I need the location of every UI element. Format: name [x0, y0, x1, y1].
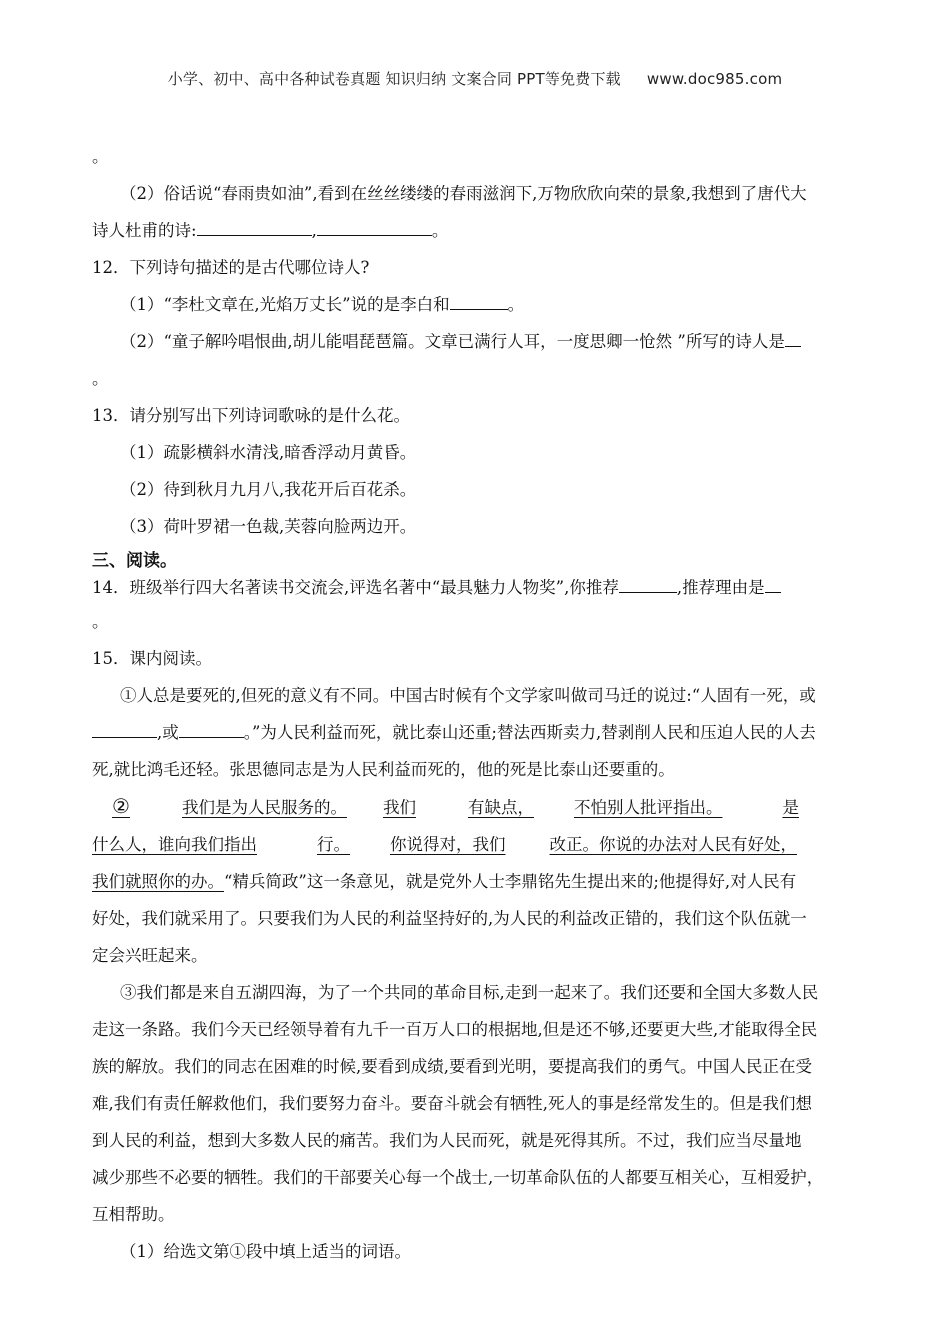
q11-lead: 。	[92, 147, 109, 166]
q15-para1-line1: ①人总是要死的,但死的意义有不同。中国古时候有个文学家叫做司马迁的说过:“人固有一死，或	[120, 686, 816, 705]
q15-para2-line3	[92, 863, 860, 900]
q15-para2-number: ②	[112, 794, 130, 818]
section-title-reading: 三、阅读。	[92, 551, 177, 571]
q15-subquestion-1: （1）给选文第①段中填上适当的词语。	[120, 1242, 411, 1261]
q12-part1	[92, 286, 860, 323]
q15-para3-line5: 到人民的利益，想到大多数人民的痛苦。我们为人民而死，就是死得其所。不过，我们应当尽量地	[92, 1131, 802, 1150]
q15-para2-s7: 行。	[317, 835, 350, 854]
q14-end: 。	[92, 612, 109, 631]
q15-para2-s10: 我们就照你的办。	[92, 872, 224, 891]
answer-blank-q12-a[interactable]	[450, 293, 508, 310]
answer-blank-q14-b[interactable]	[765, 576, 781, 593]
document-body	[92, 138, 860, 1270]
q13-part3: （3）荷叶罗裙一色裁,芙蓉向脸两边开。	[120, 517, 417, 536]
q15-para3-line6: 减少那些不必要的牺牲。我们的干部要关心每一个战士,一切革命队伍的人都要互相关心，互相爱护，	[92, 1168, 824, 1187]
q15-para2-s3: 有缺点，	[467, 798, 534, 817]
q15-title: 15．课内阅读。	[92, 649, 212, 668]
q13-title: 13．请分别写出下列诗词歌咏的是什么花。	[92, 406, 410, 425]
q15-para2-s1: 我们是为人民服务的。	[181, 798, 347, 817]
q15-para3-line3: 族的解放。我们的同志在困难的时候,要看到成绩,要看到光明，要提高我们的勇气。中国人民正在受	[92, 1057, 812, 1076]
q15-para2-s9: 改正。你说的办法对人民有好处，	[549, 835, 797, 854]
q15-para3-line1: ③我们都是来自五湖四海，为了一个共同的革命目标,走到一起来了。我们还要和全国大多数人民	[120, 983, 819, 1002]
answer-blank-q11-b[interactable]	[317, 219, 432, 236]
q12-part2	[92, 323, 860, 360]
q15-para2-rest1: “精兵简政”这一条意见，就是党外人士李鼎铭先生提出来的;他提得好,对人民有	[224, 872, 797, 891]
q11-comma: ,	[311, 221, 317, 240]
q11-part2-line1: （2）俗话说“春雨贵如油”,看到在丝丝缕缕的春雨滋润下,万物欣欣向荣的景象,我想到了唐代大	[120, 184, 807, 203]
q11-part2-line2	[92, 212, 860, 249]
q12-part2-end: 。	[92, 369, 109, 388]
header-text: 小学、初中、高中各种试卷真题 知识归纳 文案合同 PPT等免费下载	[167, 70, 621, 88]
q15-para2-s8: 你说得对，我们	[390, 835, 506, 854]
q13-part2: （2）待到秋月九月八,我花开后百花杀。	[120, 480, 417, 499]
answer-blank-q12-b[interactable]	[785, 330, 801, 347]
header-url[interactable]: www.doc985.com	[646, 70, 783, 88]
q15-para1-cont: 。”为人民利益而死，就比泰山还重;替法西斯卖力,替剥削人民和压迫人民的人去	[243, 723, 816, 742]
q15-para2-s4: 不怕别人批评指出。	[573, 798, 723, 817]
q13-part1: （1）疏影横斜水清浅,暗香浮动月黄昏。	[120, 443, 417, 462]
q15-para3-line7: 互相帮助。	[92, 1205, 175, 1224]
q15-para2-s2: 我们	[382, 798, 416, 817]
q12-part2-text: （2）“童子解吟唱恨曲,胡儿能唱琵琶篇。文章已满行人耳，一度思卿一怆然 ”所写的诗人是	[120, 332, 785, 351]
answer-blank-q11-a[interactable]	[197, 219, 312, 236]
q15-para1-line2	[92, 714, 860, 751]
page-header	[0, 68, 950, 89]
q15-para3-line4: 难,我们有责任解救他们，我们要努力奋斗。要奋斗就会有牺牲,死人的事是经常发生的。但是我们想	[92, 1094, 812, 1113]
answer-blank-q15-b[interactable]	[179, 721, 244, 738]
q14-mid: ,推荐理由是	[676, 578, 765, 597]
q15-para2-line5: 定会兴旺起来。	[92, 946, 208, 965]
q12-part1-text: （1）“李杜文章在,光焰万丈长”说的是李白和	[120, 295, 450, 314]
q14	[92, 573, 860, 603]
q11-part2-prefix: 诗人杜甫的诗:	[92, 221, 197, 240]
q15-para1-or: ,或	[157, 723, 179, 742]
q15-para2-line2	[92, 826, 860, 863]
q11-end: 。	[431, 221, 449, 240]
answer-blank-q14-a[interactable]	[619, 576, 677, 593]
q15-para2-line1	[92, 788, 860, 826]
q15-para3-line2: 走这一条路。我们今天已经领导着有九千一百万人口的根据地,但是还不够,还要更大些,才能取得全民	[92, 1020, 818, 1039]
q15-para2-line4: 好处，我们就采用了。只要我们为人民的利益坚持好的,为人民的利益改正错的，我们这个队伍就一	[92, 909, 807, 928]
answer-blank-q15-a[interactable]	[92, 721, 157, 738]
q15-para2-s6: 什么人，谁向我们指出	[92, 835, 257, 854]
q14-text: 14．班级举行四大名著读书交流会,评选名著中“最具魅力人物奖”,你推荐	[92, 578, 619, 597]
q12-part1-end: 。	[507, 295, 525, 314]
q15-para2-s5: 是	[782, 798, 799, 817]
q15-para1-line3: 死,就比鸿毛还轻。张思德同志是为人民利益而死的，他的死是比泰山还要重的。	[92, 760, 675, 779]
q12-title: 12．下列诗句描述的是古代哪位诗人?	[92, 258, 370, 277]
